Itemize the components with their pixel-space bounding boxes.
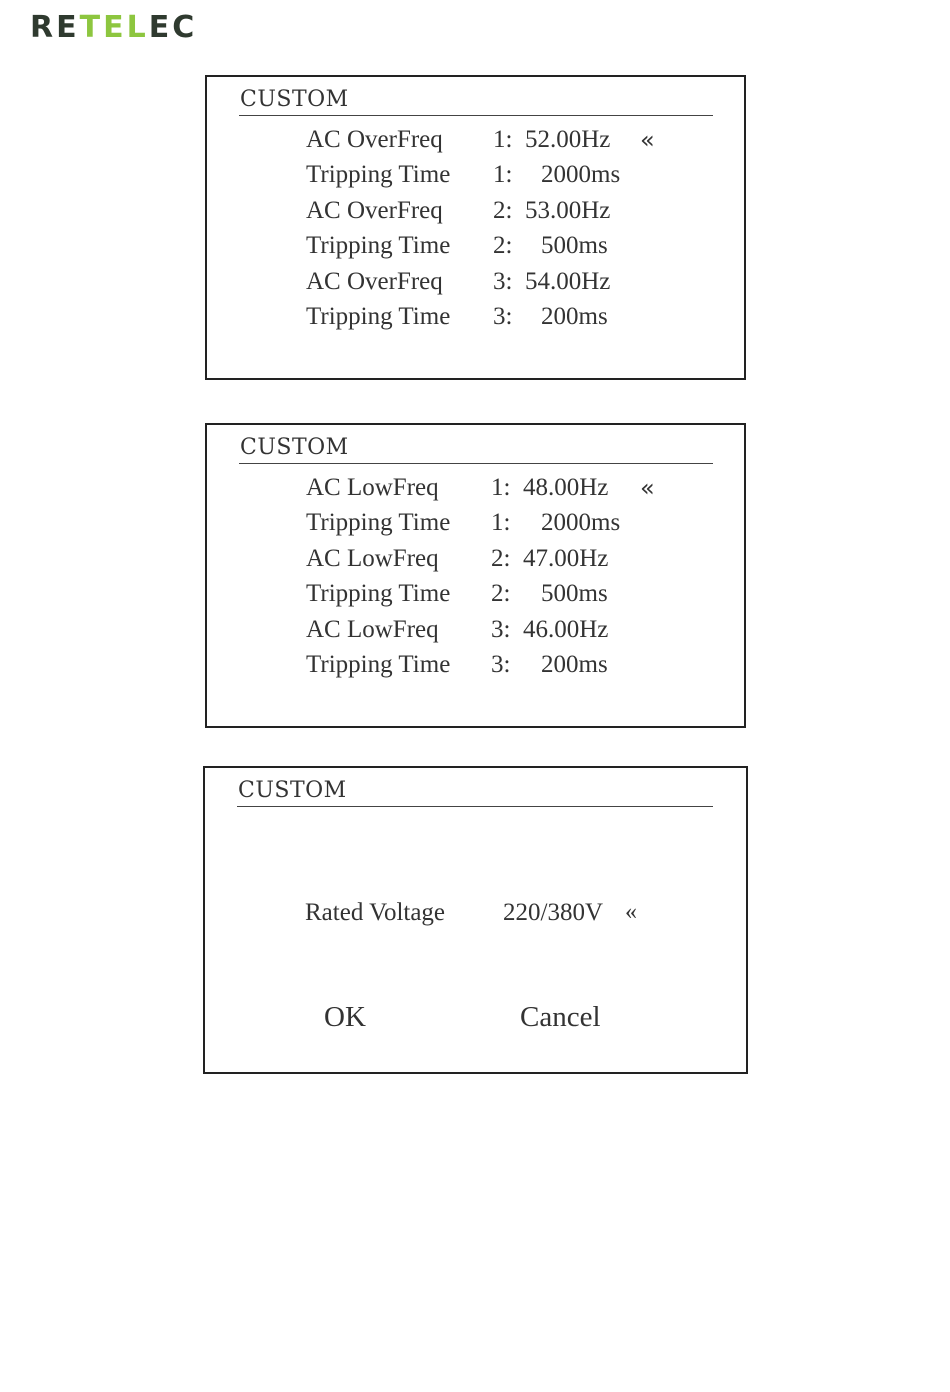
rated-voltage-label: Rated Voltage xyxy=(305,899,446,926)
selection-cursor-icon: « xyxy=(625,899,637,925)
row-value: 500ms xyxy=(541,580,608,607)
cancel-button[interactable]: Cancel xyxy=(520,1001,601,1033)
row-index: 1: xyxy=(493,161,513,188)
row-index: 2: xyxy=(493,197,513,224)
row-label: AC OverFreq xyxy=(306,126,443,153)
row-label: Tripping Time xyxy=(306,232,451,259)
row-index: 1: xyxy=(491,474,511,501)
logo-text: RETELEC xyxy=(30,10,198,42)
row-index: 3: xyxy=(493,268,513,295)
rated-voltage-value[interactable]: 220/380V xyxy=(503,899,603,926)
title-divider xyxy=(239,115,713,116)
row-label: AC LowFreq xyxy=(306,616,439,643)
row-index: 2: xyxy=(491,545,511,572)
row-value: 2000ms xyxy=(541,509,621,536)
row-index: 1: xyxy=(491,509,511,536)
custom-panel-rated-voltage xyxy=(203,766,748,1074)
retelec-logo xyxy=(30,8,202,42)
row-value: 200ms xyxy=(541,651,608,678)
row-value: 46.00Hz xyxy=(523,616,609,643)
row-index: 2: xyxy=(491,580,511,607)
custom-panel-lowfreq xyxy=(205,423,746,728)
row-index: 3: xyxy=(491,651,511,678)
row-value: 48.00Hz xyxy=(523,474,609,501)
row-index: 3: xyxy=(493,303,513,330)
row-index: 3: xyxy=(491,616,511,643)
row-value: 2000ms xyxy=(541,161,621,188)
selection-cursor-icon: « xyxy=(640,474,655,502)
row-label: Tripping Time xyxy=(306,580,451,607)
row-value: 52.00Hz xyxy=(525,126,611,153)
custom-panel-overfreq xyxy=(205,75,746,380)
row-value: 47.00Hz xyxy=(523,545,609,572)
panel-title: CUSTOM xyxy=(240,87,349,112)
row-value: 54.00Hz xyxy=(525,268,611,295)
panel-title: CUSTOM xyxy=(240,435,349,460)
row-label: Tripping Time xyxy=(306,651,451,678)
title-divider xyxy=(237,806,713,807)
selection-cursor-icon: « xyxy=(640,126,655,154)
row-label: Tripping Time xyxy=(306,303,451,330)
row-label: Tripping Time xyxy=(306,509,451,536)
title-divider xyxy=(239,463,713,464)
panel-title: CUSTOM xyxy=(238,778,347,803)
row-value: 500ms xyxy=(541,232,608,259)
row-label: AC OverFreq xyxy=(306,197,443,224)
row-label: Tripping Time xyxy=(306,161,451,188)
ok-button[interactable]: OK xyxy=(324,1001,366,1033)
row-label: AC LowFreq xyxy=(306,545,439,572)
row-label: AC LowFreq xyxy=(306,474,439,501)
row-label: AC OverFreq xyxy=(306,268,443,295)
row-value: 200ms xyxy=(541,303,608,330)
row-index: 2: xyxy=(493,232,513,259)
row-index: 1: xyxy=(493,126,513,153)
row-value: 53.00Hz xyxy=(525,197,611,224)
